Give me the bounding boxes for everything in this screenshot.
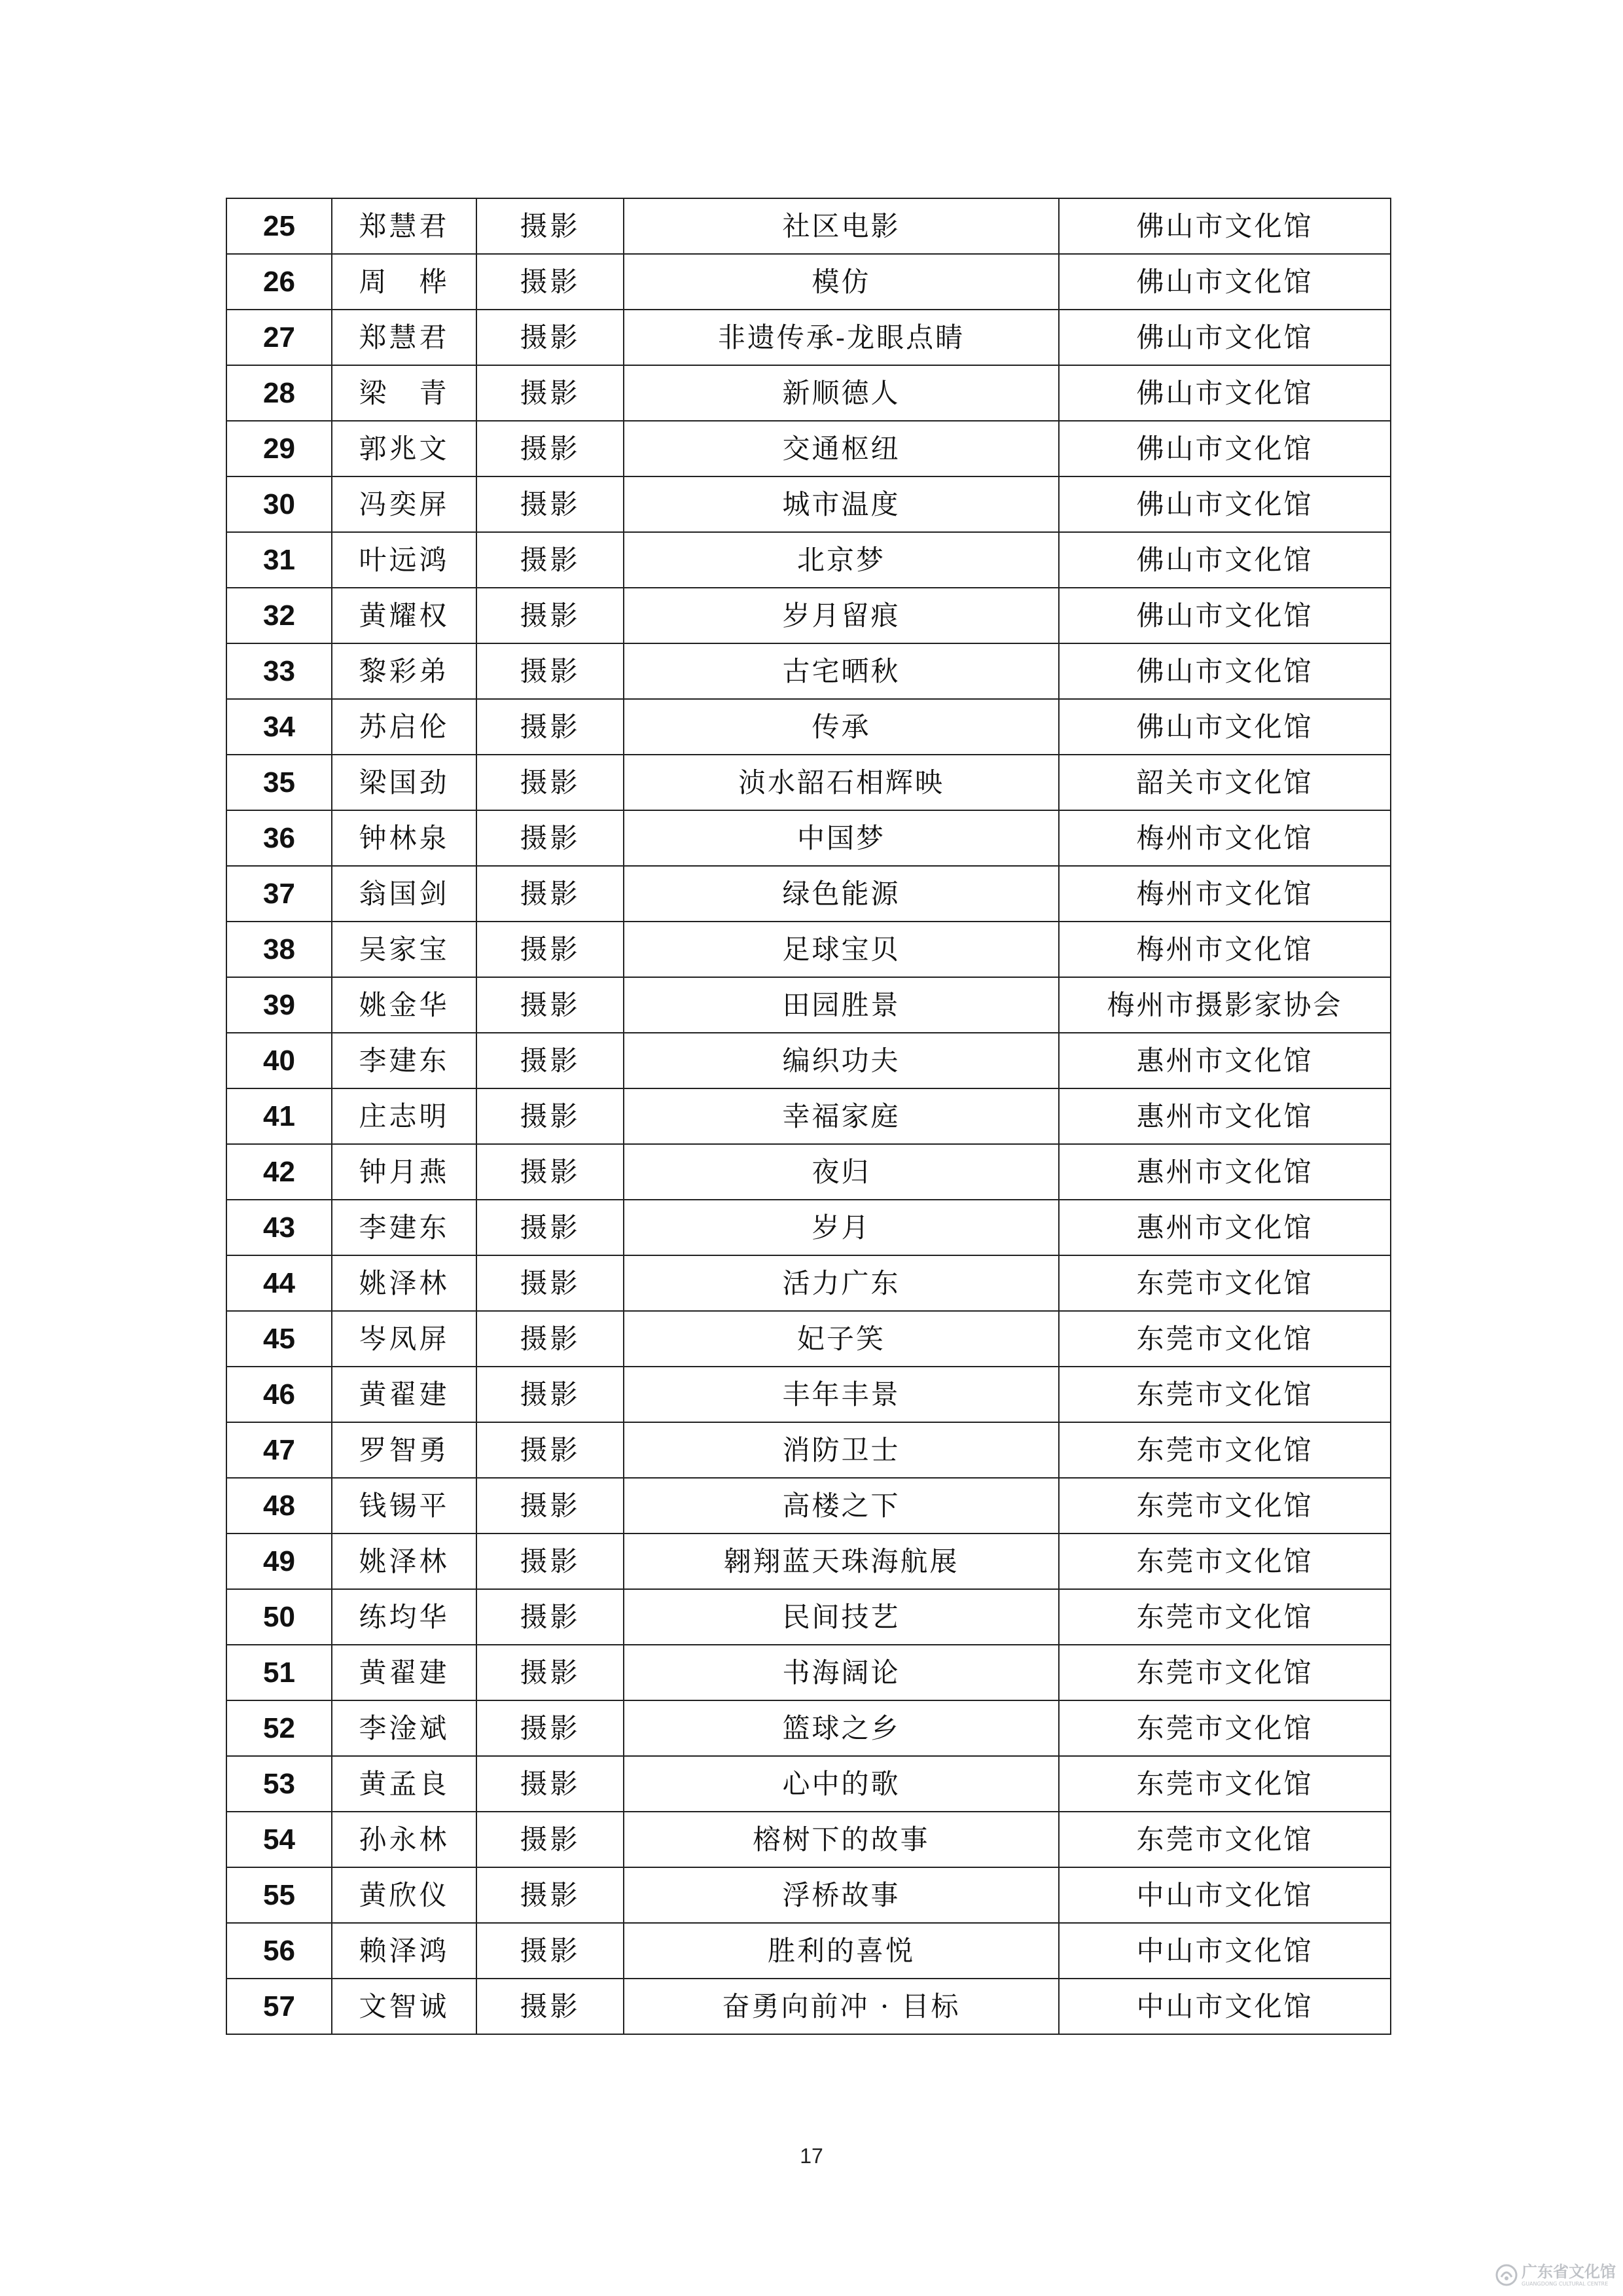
submitting-organization: 东莞市文化馆: [1059, 1812, 1391, 1867]
entry-number: 50: [226, 1589, 332, 1645]
author-name: 叶远鸿: [332, 532, 476, 588]
table-row: [226, 588, 1391, 643]
work-title: 岁月: [624, 1200, 1059, 1255]
submitting-organization: 惠州市文化馆: [1059, 1033, 1391, 1088]
author-name: 姚金华: [332, 977, 476, 1033]
table-row: [226, 1422, 1391, 1478]
entry-category: 摄影: [476, 1812, 624, 1867]
table-row: [226, 810, 1391, 866]
work-title: 浈水韶石相辉映: [624, 755, 1059, 810]
submitting-organization: 梅州市摄影家协会: [1059, 977, 1391, 1033]
table-row: [226, 476, 1391, 532]
submitting-organization: 惠州市文化馆: [1059, 1200, 1391, 1255]
work-title: 妃子笑: [624, 1311, 1059, 1367]
submitting-organization: 东莞市文化馆: [1059, 1311, 1391, 1367]
submitting-organization: 佛山市文化馆: [1059, 476, 1391, 532]
work-title: 消防卫士: [624, 1422, 1059, 1478]
entry-category: 摄影: [476, 755, 624, 810]
entry-category: 摄影: [476, 421, 624, 476]
entry-category: 摄影: [476, 198, 624, 254]
entry-category: 摄影: [476, 643, 624, 699]
work-title: 新顺德人: [624, 365, 1059, 421]
work-title: 非遗传承-龙眼点睛: [624, 310, 1059, 365]
entry-number: 46: [226, 1367, 332, 1422]
author-name: 梁 青: [332, 365, 476, 421]
work-title: 丰年丰景: [624, 1367, 1059, 1422]
entry-category: 摄影: [476, 254, 624, 310]
author-name: 罗智勇: [332, 1422, 476, 1478]
entry-number: 55: [226, 1867, 332, 1923]
work-title: 模仿: [624, 254, 1059, 310]
table-row: [226, 1200, 1391, 1255]
work-title: 编织功夫: [624, 1033, 1059, 1088]
submitting-organization: 佛山市文化馆: [1059, 588, 1391, 643]
table-row: [226, 1812, 1391, 1867]
work-title: 浮桥故事: [624, 1867, 1059, 1923]
entry-number: 29: [226, 421, 332, 476]
table-row: [226, 1088, 1391, 1144]
submitting-organization: 中山市文化馆: [1059, 1923, 1391, 1979]
table-row: [226, 755, 1391, 810]
table-row: [226, 532, 1391, 588]
submitting-organization: 中山市文化馆: [1059, 1979, 1391, 2034]
table-row: [226, 365, 1391, 421]
work-title: 中国梦: [624, 810, 1059, 866]
author-name: 孙永林: [332, 1812, 476, 1867]
entry-category: 摄影: [476, 1589, 624, 1645]
table-row: [226, 310, 1391, 365]
table-row: [226, 198, 1391, 254]
submitting-organization: 佛山市文化馆: [1059, 310, 1391, 365]
entry-number: 32: [226, 588, 332, 643]
results-table: [226, 198, 1391, 2035]
submitting-organization: 东莞市文化馆: [1059, 1645, 1391, 1700]
author-name: 梁国劲: [332, 755, 476, 810]
page-number: 17: [800, 2144, 823, 2168]
table-row: [226, 1700, 1391, 1756]
submitting-organization: 韶关市文化馆: [1059, 755, 1391, 810]
work-title: 民间技艺: [624, 1589, 1059, 1645]
entry-number: 48: [226, 1478, 332, 1534]
entry-number: 40: [226, 1033, 332, 1088]
entry-category: 摄影: [476, 977, 624, 1033]
submitting-organization: 佛山市文化馆: [1059, 198, 1391, 254]
entry-category: 摄影: [476, 476, 624, 532]
work-title: 绿色能源: [624, 866, 1059, 922]
entry-category: 摄影: [476, 1700, 624, 1756]
work-title: 古宅晒秋: [624, 643, 1059, 699]
watermark-text-group: [1522, 2264, 1616, 2287]
work-title: 心中的歌: [624, 1756, 1059, 1812]
author-name: 翁国剑: [332, 866, 476, 922]
entry-number: 25: [226, 198, 332, 254]
submitting-organization: 梅州市文化馆: [1059, 810, 1391, 866]
table-row: [226, 922, 1391, 977]
author-name: 李建东: [332, 1200, 476, 1255]
work-title: 社区电影: [624, 198, 1059, 254]
submitting-organization: 惠州市文化馆: [1059, 1088, 1391, 1144]
work-title: 岁月留痕: [624, 588, 1059, 643]
entry-category: 摄影: [476, 1867, 624, 1923]
work-title: 北京梦: [624, 532, 1059, 588]
table-row: [226, 1033, 1391, 1088]
entry-number: 49: [226, 1534, 332, 1589]
entry-category: 摄影: [476, 922, 624, 977]
submitting-organization: 中山市文化馆: [1059, 1867, 1391, 1923]
author-name: 苏启伦: [332, 699, 476, 755]
table-row: [226, 1923, 1391, 1979]
author-name: 钟月燕: [332, 1144, 476, 1200]
table-row: [226, 254, 1391, 310]
entry-number: 39: [226, 977, 332, 1033]
entry-category: 摄影: [476, 1088, 624, 1144]
entry-category: 摄影: [476, 810, 624, 866]
entry-number: 38: [226, 922, 332, 977]
entry-number: 47: [226, 1422, 332, 1478]
cultural-centre-logo-icon: [1495, 2264, 1518, 2286]
table-row: [226, 643, 1391, 699]
entry-category: 摄影: [476, 699, 624, 755]
submitting-organization: 佛山市文化馆: [1059, 643, 1391, 699]
entry-category: 摄影: [476, 1923, 624, 1979]
author-name: 姚泽林: [332, 1255, 476, 1311]
entry-number: 34: [226, 699, 332, 755]
author-name: 庄志明: [332, 1088, 476, 1144]
author-name: 周 桦: [332, 254, 476, 310]
author-name: 冯奕屏: [332, 476, 476, 532]
author-name: 郑慧君: [332, 310, 476, 365]
table-row: [226, 1756, 1391, 1812]
author-name: 李建东: [332, 1033, 476, 1088]
author-name: 黄翟建: [332, 1645, 476, 1700]
work-title: 高楼之下: [624, 1478, 1059, 1534]
work-title: 胜利的喜悦: [624, 1923, 1059, 1979]
entry-category: 摄影: [476, 1534, 624, 1589]
table-row: [226, 1255, 1391, 1311]
entry-number: 37: [226, 866, 332, 922]
submitting-organization: 佛山市文化馆: [1059, 254, 1391, 310]
entry-category: 摄影: [476, 1979, 624, 2034]
table-row: [226, 1645, 1391, 1700]
watermark-subtext: GUANGDONG CULTURAL CENTRE: [1522, 2280, 1609, 2287]
author-name: 黄翟建: [332, 1367, 476, 1422]
work-title: 足球宝贝: [624, 922, 1059, 977]
work-title: 传承: [624, 699, 1059, 755]
submitting-organization: 梅州市文化馆: [1059, 866, 1391, 922]
author-name: 岑凤屏: [332, 1311, 476, 1367]
submitting-organization: 东莞市文化馆: [1059, 1756, 1391, 1812]
work-title: 翱翔蓝天珠海航展: [624, 1534, 1059, 1589]
entry-category: 摄影: [476, 1645, 624, 1700]
table-row: [226, 1311, 1391, 1367]
submitting-organization: 东莞市文化馆: [1059, 1589, 1391, 1645]
entry-number: 33: [226, 643, 332, 699]
entry-number: 45: [226, 1311, 332, 1367]
entry-number: 36: [226, 810, 332, 866]
author-name: 钟林泉: [332, 810, 476, 866]
work-title: 奋勇向前冲 · 目标: [624, 1979, 1059, 2034]
submitting-organization: 东莞市文化馆: [1059, 1422, 1391, 1478]
work-title: 夜归: [624, 1144, 1059, 1200]
work-title: 榕树下的故事: [624, 1812, 1059, 1867]
table-row: [226, 866, 1391, 922]
submitting-organization: 东莞市文化馆: [1059, 1478, 1391, 1534]
entry-category: 摄影: [476, 1200, 624, 1255]
entry-category: 摄影: [476, 1756, 624, 1812]
table-row: [226, 1367, 1391, 1422]
author-name: 练均华: [332, 1589, 476, 1645]
table-row: [226, 699, 1391, 755]
work-title: 书海阔论: [624, 1645, 1059, 1700]
entry-category: 摄影: [476, 588, 624, 643]
entry-category: 摄影: [476, 1422, 624, 1478]
entry-number: 35: [226, 755, 332, 810]
watermark-text: 广东省文化馆: [1522, 2262, 1616, 2281]
submitting-organization: 东莞市文化馆: [1059, 1700, 1391, 1756]
table-body: [226, 198, 1391, 2034]
entry-category: 摄影: [476, 866, 624, 922]
entry-number: 30: [226, 476, 332, 532]
entry-category: 摄影: [476, 1144, 624, 1200]
submitting-organization: 佛山市文化馆: [1059, 365, 1391, 421]
table-row: [226, 1478, 1391, 1534]
table-row: [226, 1534, 1391, 1589]
work-title: 田园胜景: [624, 977, 1059, 1033]
work-title: 城市温度: [624, 476, 1059, 532]
entry-category: 摄影: [476, 365, 624, 421]
entry-category: 摄影: [476, 1255, 624, 1311]
entry-category: 摄影: [476, 1033, 624, 1088]
author-name: 吴家宝: [332, 922, 476, 977]
entry-number: 41: [226, 1088, 332, 1144]
submitting-organization: 惠州市文化馆: [1059, 1144, 1391, 1200]
author-name: 黄欣仪: [332, 1867, 476, 1923]
watermark: [1495, 2259, 1620, 2291]
author-name: 赖泽鸿: [332, 1923, 476, 1979]
submitting-organization: 佛山市文化馆: [1059, 532, 1391, 588]
submitting-organization: 东莞市文化馆: [1059, 1534, 1391, 1589]
entry-category: 摄影: [476, 1478, 624, 1534]
author-name: 李淦斌: [332, 1700, 476, 1756]
author-name: 黄孟良: [332, 1756, 476, 1812]
table-row: [226, 1979, 1391, 2034]
table-row: [226, 421, 1391, 476]
entry-number: 44: [226, 1255, 332, 1311]
entry-number: 42: [226, 1144, 332, 1200]
entry-category: 摄影: [476, 1367, 624, 1422]
entry-number: 31: [226, 532, 332, 588]
entry-number: 51: [226, 1645, 332, 1700]
table-row: [226, 1144, 1391, 1200]
entry-number: 26: [226, 254, 332, 310]
entry-category: 摄影: [476, 1311, 624, 1367]
work-title: 篮球之乡: [624, 1700, 1059, 1756]
author-name: 文智诚: [332, 1979, 476, 2034]
entry-number: 57: [226, 1979, 332, 2034]
submitting-organization: 佛山市文化馆: [1059, 699, 1391, 755]
author-name: 黄耀权: [332, 588, 476, 643]
entry-number: 56: [226, 1923, 332, 1979]
entry-number: 43: [226, 1200, 332, 1255]
table-row: [226, 977, 1391, 1033]
table-row: [226, 1867, 1391, 1923]
author-name: 黎彩弟: [332, 643, 476, 699]
entry-number: 54: [226, 1812, 332, 1867]
author-name: 郑慧君: [332, 198, 476, 254]
submitting-organization: 东莞市文化馆: [1059, 1255, 1391, 1311]
submitting-organization: 梅州市文化馆: [1059, 922, 1391, 977]
entry-number: 28: [226, 365, 332, 421]
entry-number: 53: [226, 1756, 332, 1812]
work-title: 活力广东: [624, 1255, 1059, 1311]
entry-category: 摄影: [476, 310, 624, 365]
work-title: 交通枢纽: [624, 421, 1059, 476]
author-name: 钱锡平: [332, 1478, 476, 1534]
work-title: 幸福家庭: [624, 1088, 1059, 1144]
entry-category: 摄影: [476, 532, 624, 588]
entry-number: 27: [226, 310, 332, 365]
table-row: [226, 1589, 1391, 1645]
entry-number: 52: [226, 1700, 332, 1756]
author-name: 郭兆文: [332, 421, 476, 476]
submitting-organization: 佛山市文化馆: [1059, 421, 1391, 476]
author-name: 姚泽林: [332, 1534, 476, 1589]
submitting-organization: 东莞市文化馆: [1059, 1367, 1391, 1422]
